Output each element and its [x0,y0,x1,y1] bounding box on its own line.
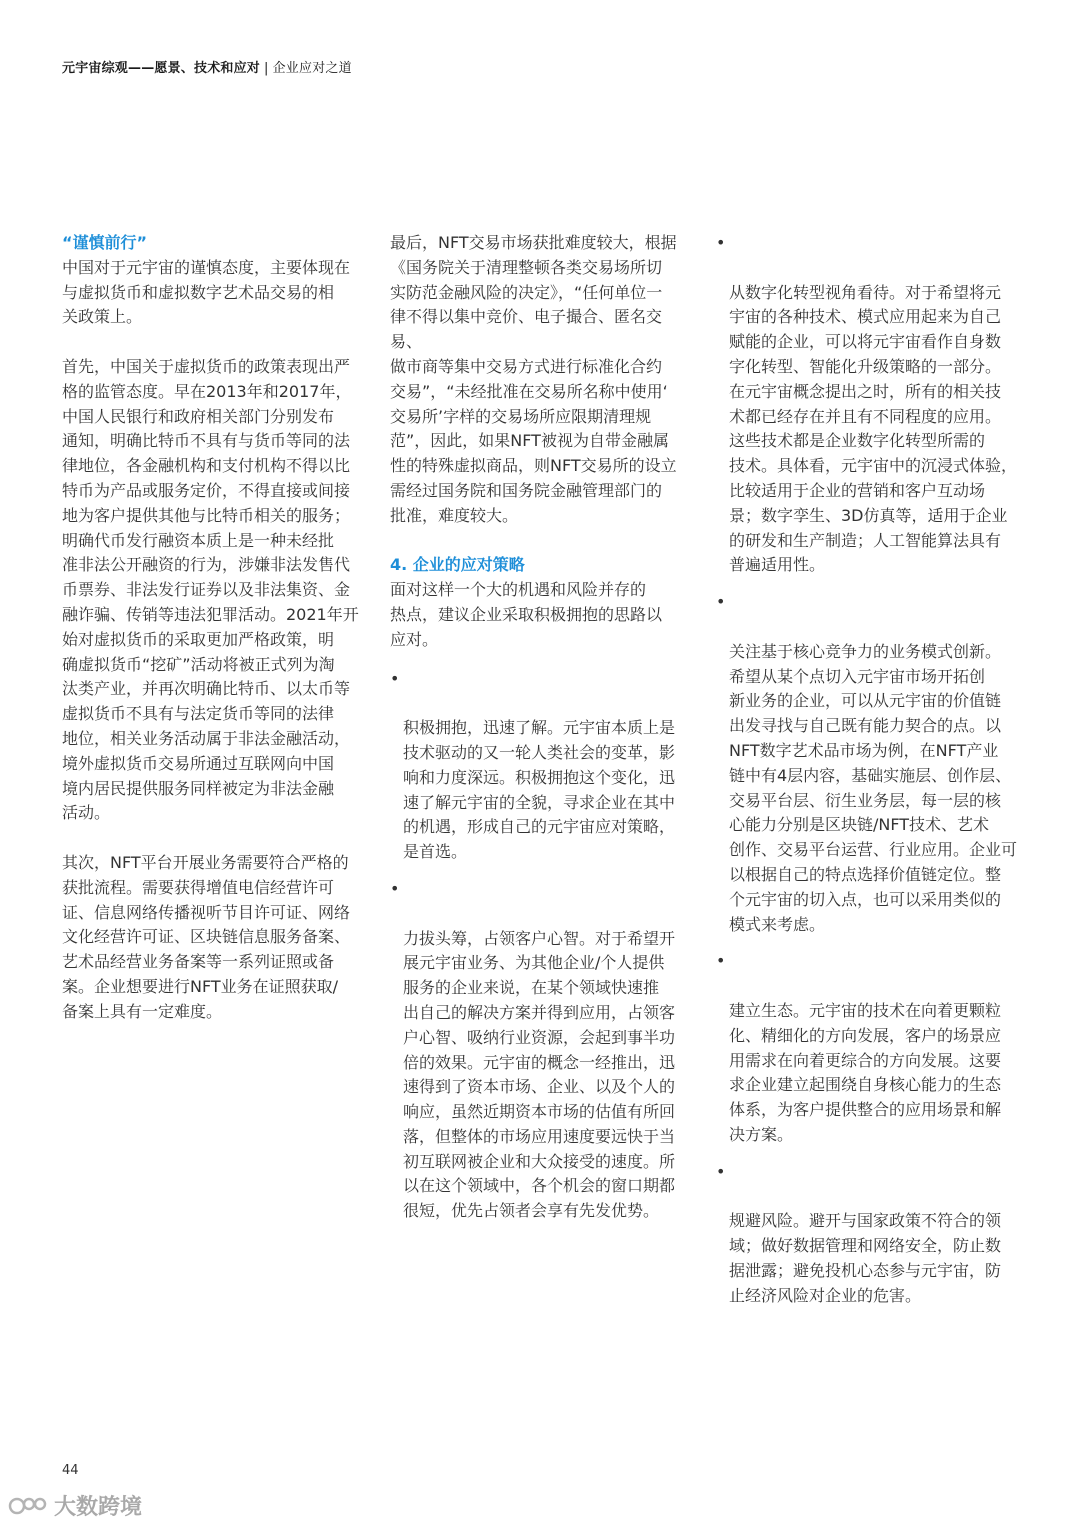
bullet-icon: • [716,233,726,252]
paragraph: 面对这样一个大的机遇和风险并存的 热点，建议企业采取积极拥抱的思路以 应对。 [390,580,663,649]
bullet-item [390,667,690,865]
bullet-item [716,1160,1022,1309]
paragraph: 中国对于元宇宙的谨慎态度，主要体现在 与虚拟货币和虚拟数字艺术品交易的相 关政策上。 [62,257,351,327]
paragraph: 首先，中国关于虚拟货币的政策表现出严 格的监管态度。早在2013年和2017年， 中国人民银行和政府相关部门分别发布 通知，明确比特币不具有与货币等同的法 律地位，各金融机构和支付机构不得以比 特币为产品或服务定价，不得直接或间接 地为客户提供其他与比特币相关的服务； 明确代币发行融资本质上是一种未经批 准非法公开融资的行为，涉嫌非法发售代 币票券、非法发行证券以及非法集资、金 融诈骗、传销等违法犯罪活动。2021年开 始对虚拟货币的采取更加严格政策，明 确虚拟货币“挖矿”活动将被正式列为淘 汰类产业，并再次明确比特币、以太币等 虚拟货币不具有与法定货币等同的法律 地位，相关业务活动属于非法金融活动， 境外虚拟货币交易所通过互联网向中国 境内居民提供服务同样被定为非法金融 活动。 [62,356,359,823]
watermark [8,1490,142,1521]
report-title: 元宇宙综观——愿景、技术和应对 [62,61,261,76]
bullet-text: 力拔头筹，占领客户心智。对于希望开 展元宇宙业务、为其他企业/个人提供 服务的企业来说，在某个领域快速推 出自己的解决方案并得到应用，占领客 户心智、吸纳行业资源，会起到事半功 倍的效果。元宇宙的概念一经推出，迅 速得到了资本市场、企业、以及个人的 响应，虽然近期资本市场的估值有所回 落，但整体的市场应用速度要远快于当 初互联网被企业和大众接受的速度。所 以在这个领域中，各个机会的窗口期都 很短，优先占领者会享有先发优势。 [403,928,676,1221]
paragraph: 其次，NFT平台开展业务需要符合严格的 获批流程。需要获得增值电信经营许可 证、信息网络传播视听节目许可证、网络 文化经营许可证、区块链信息服务备案、 艺术品经营业务备案等一系列证照或备 案。企业想要进行NFT业务在证照获取/ 备案上具有一定难度。 [62,852,351,1021]
bullet-text: 规避风险。避开与国家政策不符合的领 域；做好数据管理和网络安全，防止数 据泄露；避免投机心态参与元宇宙，防 止经济风险对企业的危害。 [729,1211,1002,1305]
bullet-icon: • [716,1161,726,1181]
bullet-icon: • [390,668,400,688]
bullet-text: 建立生态。元宇宙的技术在向着更颗粒 化、精细化的方向发展，客户的场景应 用需求在向着更综合的方向发展。这要 求企业建立起围绕自身核心能力的生态 体系，为客户提供整合的应用场景和解 决方案。 [729,1000,1002,1144]
bullet-text: 积极拥抱，迅速了解。元宇宙本质上是 技术驱动的又一轮人类社会的变革，影 响和力度深远。积极拥抱这个变化，迅 速了解元宇宙的全貌，寻求企业在其中 的机遇，形成自己的元宇宙应对策略， 是首选。 [403,718,676,862]
running-header [62,57,352,76]
page-number: 44 [62,1463,79,1478]
bullet-item [716,231,1022,578]
bullet-icon: • [716,592,726,612]
bullet-item [716,590,1022,937]
column-middle [390,231,690,1236]
bullet-icon: • [390,878,400,898]
bullet-item [716,949,1022,1147]
watermark-text: 大数跨境 [54,1495,143,1520]
column-right [716,231,1022,1320]
header-separator: | [264,61,269,76]
section-heading-strategy: 4. 企业的应对策略 [390,555,525,575]
bullet-text: 关注基于核心竞争力的业务模式创新。 希望从某个点切入元宇宙市场开拓创 新业务的企业，可以从元宇宙的价值链 出发寻找与自己既有能力契合的点。以 NFT数字艺术品市场为例，在NFT产业 链中有4层内容，基础实施层、创作层、 交易平台层、衍生业务层，每一层的核 心能力分别是区块链/NFT技术、艺术 创作、交易平台运营、行业应用。企业可 以根据自己的特点选择价值链定位。整 个元宇宙的切入点，也可以采用类似的 模式来考虑。 [729,641,1018,934]
paragraph: 最后，NFT交易市场获批难度较大，根据 《国务院关于清理整顿各类交易场所切 实防范金融风险的决定》，“任何单位一 律不得以集中竞价、电子撮合、匿名交易、 做市商等集中交易方式进行标准化合约 交易”，“未经批准在交易所名称中使用‘ 交易所’字样的交易场所应限期清理规 范”，因此，如果NFT被视为自带金融属 性的特殊虚拟商品，则NFT交易所的设立 需经过国务院和国务院金融管理部门的 批准，难度较大。 [390,233,677,525]
bullet-icon: • [716,951,726,971]
bullet-text: 从数字化转型视角看待。对于希望将元 宇宙的各种技术、模式应用起来为自己 赋能的企业，可以将元宇宙看作自身数 字化转型、智能化升级策略的一部分。 在元宇宙概念提出之时，所有的相关技 术都已经存在并且有不同程度的应用。 这些技术都是企业数字化转型所需的 技术。具体看，元宇宙中的沉浸式体验， 比较适用于企业的营销和客户互动场 景；数字孪生、3D仿真等，适用于企业 的研发和生产制造；人工智能算法具有 普遍适用性。 [729,282,1018,575]
section-title: 企业应对之道 [272,61,352,76]
section-heading-caution: “谨慎前行” [62,233,148,252]
column-left [62,231,366,1025]
bullet-item [390,877,690,1224]
watermark-logo-icon [8,1494,48,1518]
